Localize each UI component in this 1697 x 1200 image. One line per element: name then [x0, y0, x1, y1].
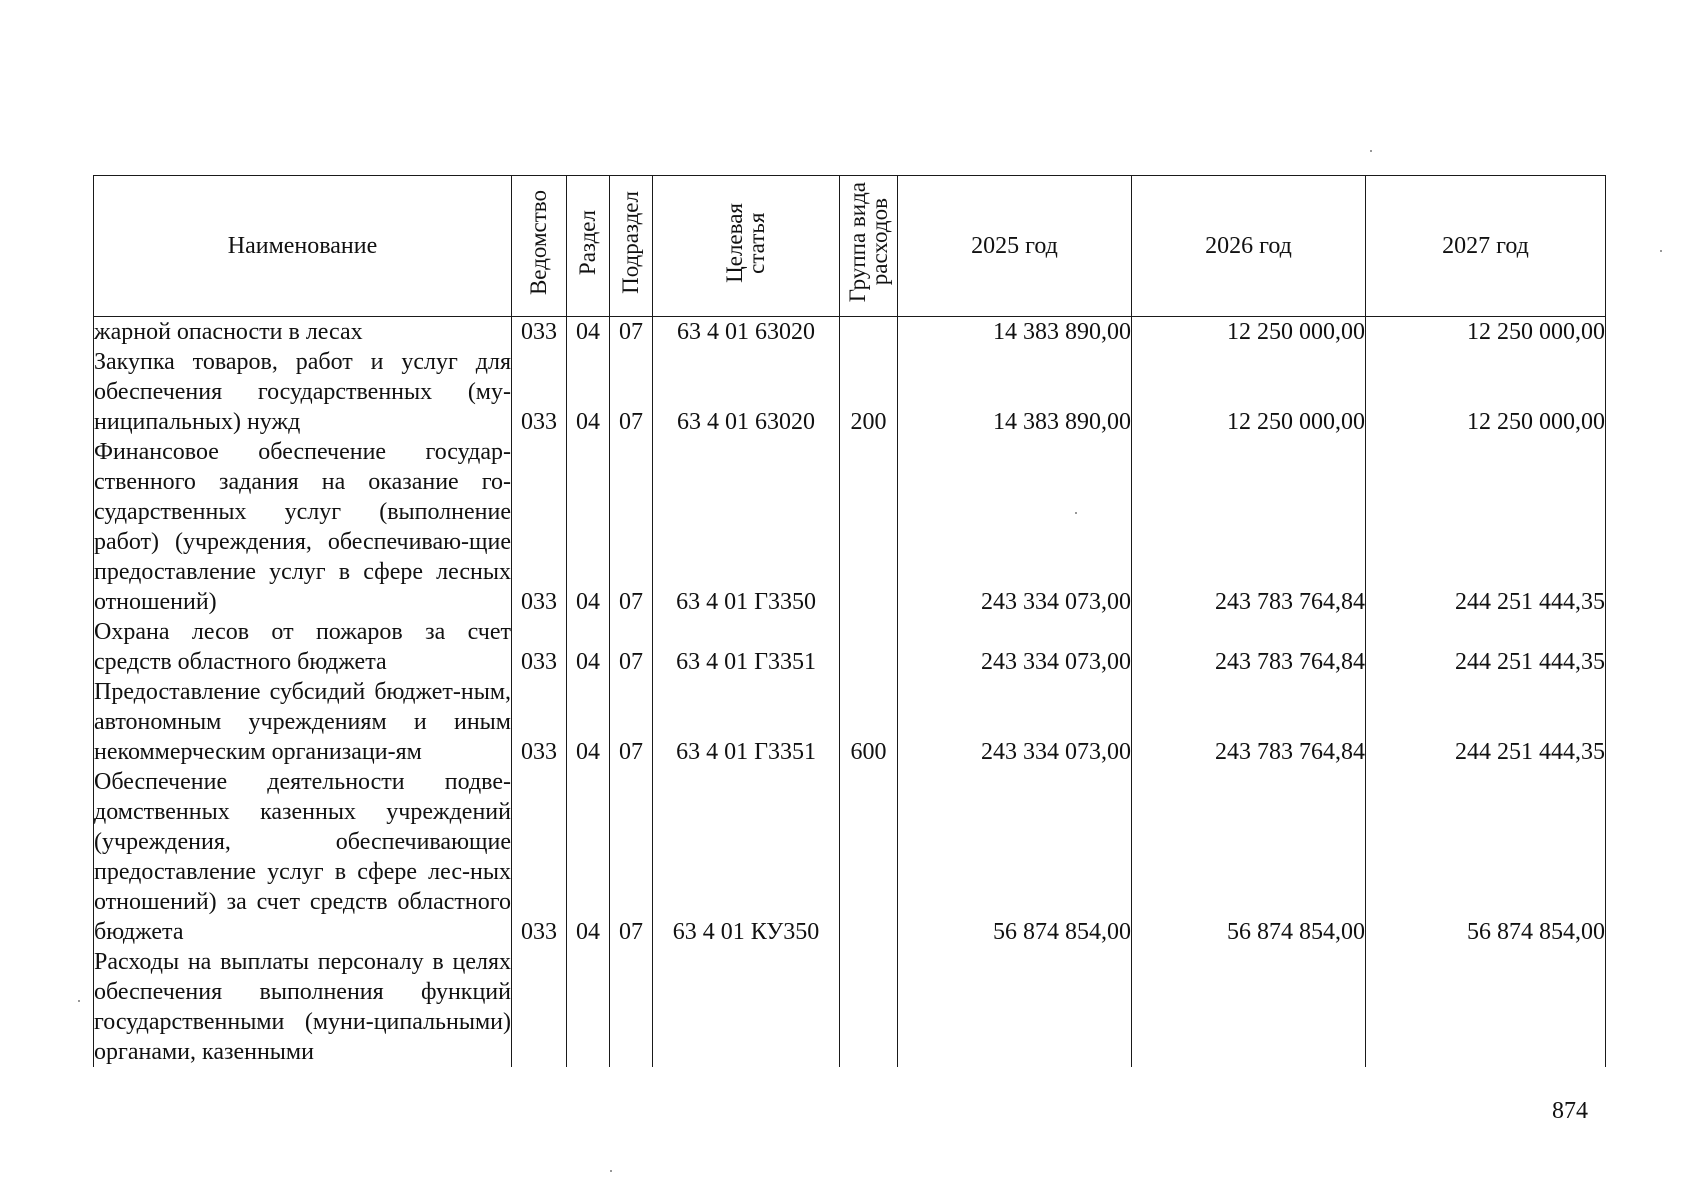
row-target-article: 63 4 01 Г3351 — [653, 677, 840, 767]
header-section-label: Раздел — [575, 209, 600, 276]
header-target-article — [653, 176, 840, 317]
row-amount-2027 — [1366, 947, 1606, 1067]
row-amount-2027: 244 251 444,35 — [1366, 437, 1606, 617]
row-subsection: 07 — [610, 767, 653, 947]
row-target-article: 63 4 01 63020 — [653, 347, 840, 437]
table-row — [94, 617, 1606, 677]
header-expense-group — [840, 176, 898, 317]
row-target-article: 63 4 01 Г3351 — [653, 617, 840, 677]
row-name: Финансовое обеспечение государ-ственного задания на оказание го-сударственных услуг (выполнение работ) (учреждения, обеспечиваю-щие предоставление услуг в сфере лесных отношений) — [94, 439, 511, 615]
header-year-2025: 2025 год — [898, 176, 1132, 317]
row-section: 04 — [567, 317, 610, 348]
table-row — [94, 677, 1606, 767]
row-amount-2025: 243 334 073,00 — [898, 617, 1132, 677]
row-amount-2025: 243 334 073,00 — [898, 437, 1132, 617]
scan-speck — [610, 1170, 612, 1172]
row-expense-group — [840, 317, 898, 348]
scan-speck — [1660, 250, 1662, 252]
row-amount-2026: 243 783 764,84 — [1132, 617, 1366, 677]
row-amount-2027: 12 250 000,00 — [1366, 317, 1606, 348]
row-department — [512, 947, 567, 1067]
header-expense-group-label: Группа вида расходов — [844, 182, 892, 303]
row-amount-2026 — [1132, 947, 1366, 1067]
row-department: 033 — [512, 677, 567, 767]
header-name: Наименование — [94, 176, 512, 317]
row-department: 033 — [512, 767, 567, 947]
row-department: 033 — [512, 437, 567, 617]
row-amount-2027: 56 874 854,00 — [1366, 767, 1606, 947]
row-amount-2027: 12 250 000,00 — [1366, 347, 1606, 437]
row-name: Расходы на выплаты персоналу в целях обеспечения выполнения функций государственными (муни-ципальными) органами, казенными — [94, 949, 511, 1065]
row-department: 033 — [512, 347, 567, 437]
page-number: 874 — [1552, 1098, 1588, 1124]
row-amount-2025: 243 334 073,00 — [898, 677, 1132, 767]
table-row — [94, 947, 1606, 1067]
scan-speck — [1075, 512, 1077, 514]
header-year-2027: 2027 год — [1366, 176, 1606, 317]
row-subsection: 07 — [610, 317, 653, 348]
row-section: 04 — [567, 347, 610, 437]
row-subsection: 07 — [610, 347, 653, 437]
row-department: 033 — [512, 317, 567, 348]
row-subsection — [610, 947, 653, 1067]
table-row — [94, 767, 1606, 947]
table-row — [94, 437, 1606, 617]
row-target-article: 63 4 01 Г3350 — [653, 437, 840, 617]
row-amount-2025: 14 383 890,00 — [898, 317, 1132, 348]
row-name: Обеспечение деятельности подве-домственных казенных учреждений (учреждения, обеспечивающие предоставление услуг в сфере лес-ных отношений) за счет средств областного бюджета — [94, 769, 511, 945]
table-row — [94, 317, 1606, 348]
row-subsection: 07 — [610, 617, 653, 677]
header-year-2026: 2026 год — [1132, 176, 1366, 317]
row-expense-group — [840, 617, 898, 677]
row-amount-2026: 56 874 854,00 — [1132, 767, 1366, 947]
row-amount-2026: 243 783 764,84 — [1132, 677, 1366, 767]
row-target-article: 63 4 01 63020 — [653, 317, 840, 348]
table-row — [94, 347, 1606, 437]
row-amount-2025: 56 874 854,00 — [898, 767, 1132, 947]
row-section: 04 — [567, 767, 610, 947]
scan-speck — [78, 1000, 80, 1002]
header-target-article-label: Целевая статья — [722, 202, 769, 283]
table-header — [94, 176, 1606, 317]
header-department-label: Ведомство — [526, 189, 551, 296]
row-name: Охрана лесов от пожаров за счет средств областного бюджета — [94, 619, 511, 675]
header-section — [567, 176, 610, 317]
row-expense-group — [840, 437, 898, 617]
row-amount-2027: 244 251 444,35 — [1366, 617, 1606, 677]
row-subsection: 07 — [610, 437, 653, 617]
scan-speck — [1370, 150, 1372, 152]
row-section — [567, 947, 610, 1067]
row-target-article — [653, 947, 840, 1067]
row-section: 04 — [567, 437, 610, 617]
row-section: 04 — [567, 677, 610, 767]
row-target-article: 63 4 01 КУ350 — [653, 767, 840, 947]
table-body — [94, 317, 1606, 1068]
header-row — [94, 176, 1606, 317]
row-amount-2027: 244 251 444,35 — [1366, 677, 1606, 767]
row-expense-group: 600 — [840, 677, 898, 767]
row-expense-group — [840, 947, 898, 1067]
header-department — [512, 176, 567, 317]
row-name: Предоставление субсидий бюджет-ным, автономным учреждениям и иным некоммерческим организаци-ям — [94, 679, 511, 765]
header-subsection — [610, 176, 653, 317]
row-amount-2025: 14 383 890,00 — [898, 347, 1132, 437]
row-amount-2026: 12 250 000,00 — [1132, 317, 1366, 348]
row-expense-group — [840, 767, 898, 947]
row-amount-2026: 243 783 764,84 — [1132, 437, 1366, 617]
row-department: 033 — [512, 617, 567, 677]
header-subsection-label: Подраздел — [618, 191, 643, 294]
row-subsection: 07 — [610, 677, 653, 767]
row-name: Закупка товаров, работ и услуг для обеспечения государственных (му-ниципальных) нужд — [94, 349, 511, 435]
row-amount-2026: 12 250 000,00 — [1132, 347, 1366, 437]
row-section: 04 — [567, 617, 610, 677]
row-amount-2025 — [898, 947, 1132, 1067]
budget-table — [93, 175, 1606, 1067]
row-expense-group: 200 — [840, 347, 898, 437]
row-name: жарной опасности в лесах — [94, 317, 512, 348]
